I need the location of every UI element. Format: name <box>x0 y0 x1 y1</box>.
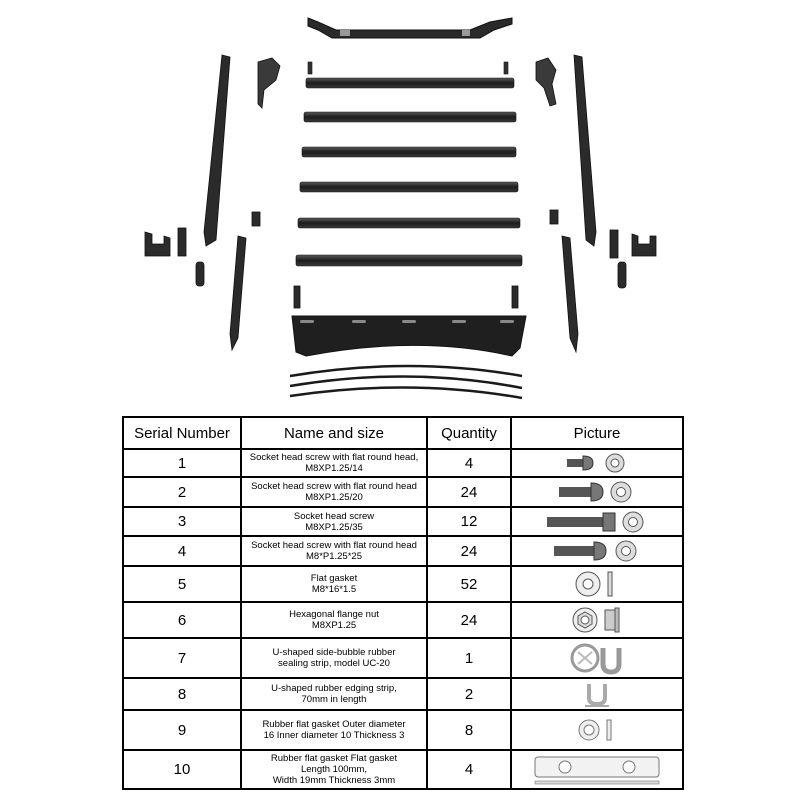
picture-cell <box>511 638 683 678</box>
quantity-cell: 12 <box>427 507 511 536</box>
quantity-cell: 24 <box>427 536 511 566</box>
serial-cell: 7 <box>123 638 241 678</box>
wind-deflector <box>292 316 526 356</box>
table-row <box>123 566 683 602</box>
crossbar-3 <box>302 147 516 157</box>
name-cell: U-shaped side-bubble rubber sealing strip, model UC-20 <box>241 638 427 678</box>
front-cross-bracket <box>308 18 512 38</box>
serial-cell: 6 <box>123 602 241 638</box>
picture-cell <box>511 678 683 710</box>
picture-cell <box>511 750 683 789</box>
serial-cell: 2 <box>123 477 241 507</box>
rubber-strips <box>290 366 522 398</box>
name-cell: Flat gasket M8*16*1.5 <box>241 566 427 602</box>
name-cell: Socket head screw M8XP1.25/35 <box>241 507 427 536</box>
quantity-cell: 4 <box>427 449 511 477</box>
name-cell: Socket head screw with flat round head, M8XP1.25/14 <box>241 449 427 477</box>
quantity-cell: 52 <box>427 566 511 602</box>
name-cell: U-shaped rubber edging strip, 70mm in length <box>241 678 427 710</box>
name-cell: Rubber flat gasket Outer diameter 16 Inner diameter 10 Thickness 3 <box>241 710 427 750</box>
long-socket-head-screw-with-washer-icon <box>545 510 649 534</box>
crossbar-2 <box>304 112 516 122</box>
button-head-screw-with-washer-icon <box>552 539 642 563</box>
table-row <box>123 602 683 638</box>
serial-cell: 4 <box>123 536 241 566</box>
picture-cell <box>511 477 683 507</box>
table-header-row <box>123 417 683 449</box>
serial-cell: 1 <box>123 449 241 477</box>
table-row <box>123 710 683 750</box>
parts-list-table <box>122 416 684 790</box>
quantity-cell: 1 <box>427 638 511 678</box>
table-row <box>123 477 683 507</box>
table-row <box>123 638 683 678</box>
quantity-cell: 8 <box>427 710 511 750</box>
crossbars <box>296 62 522 266</box>
quantity-cell: 4 <box>427 750 511 789</box>
crossbar-6 <box>296 255 522 266</box>
table-row <box>123 536 683 566</box>
name-cell: Socket head screw with flat round head M8XP1.25/20 <box>241 477 427 507</box>
crossbar-5 <box>298 218 520 228</box>
header-name-and-size: Name and size <box>241 417 427 449</box>
serial-cell: 9 <box>123 710 241 750</box>
quantity-cell: 2 <box>427 678 511 710</box>
name-cell: Hexagonal flange nut M8XP1.25 <box>241 602 427 638</box>
name-cell: Rubber flat gasket Flat gasket Length 100mm, Width 19mm Thickness 3mm <box>241 750 427 789</box>
serial-cell: 3 <box>123 507 241 536</box>
table-row <box>123 750 683 789</box>
header-picture: Picture <box>511 417 683 449</box>
left-side-rail <box>145 55 300 350</box>
header-serial-number: Serial Number <box>123 417 241 449</box>
table-row <box>123 507 683 536</box>
short-button-head-screw-with-washer-icon <box>565 452 629 474</box>
name-cell: Socket head screw with flat round head M8*P1.25*25 <box>241 536 427 566</box>
rubber-gasket-plate-icon <box>531 753 663 787</box>
table-row <box>123 678 683 710</box>
picture-cell <box>511 602 683 638</box>
serial-cell: 10 <box>123 750 241 789</box>
quantity-cell: 24 <box>427 477 511 507</box>
rubber-washer-icon <box>575 715 619 745</box>
quantity-cell: 24 <box>427 602 511 638</box>
picture-cell <box>511 536 683 566</box>
serial-cell: 5 <box>123 566 241 602</box>
crossbar-4 <box>300 182 518 192</box>
serial-cell: 8 <box>123 678 241 710</box>
flange-nut-icon <box>569 605 625 635</box>
right-side-rail <box>512 55 656 352</box>
table-row <box>123 449 683 477</box>
picture-cell <box>511 566 683 602</box>
picture-cell <box>511 507 683 536</box>
picture-cell <box>511 449 683 477</box>
crossbar-1 <box>306 62 514 88</box>
flat-washer-icon <box>572 569 622 599</box>
button-head-screw-with-washer-icon <box>557 480 637 504</box>
header-quantity: Quantity <box>427 417 511 449</box>
picture-cell <box>511 710 683 750</box>
sealing-strip-icon <box>565 640 629 676</box>
edging-strip-icon <box>577 680 617 708</box>
